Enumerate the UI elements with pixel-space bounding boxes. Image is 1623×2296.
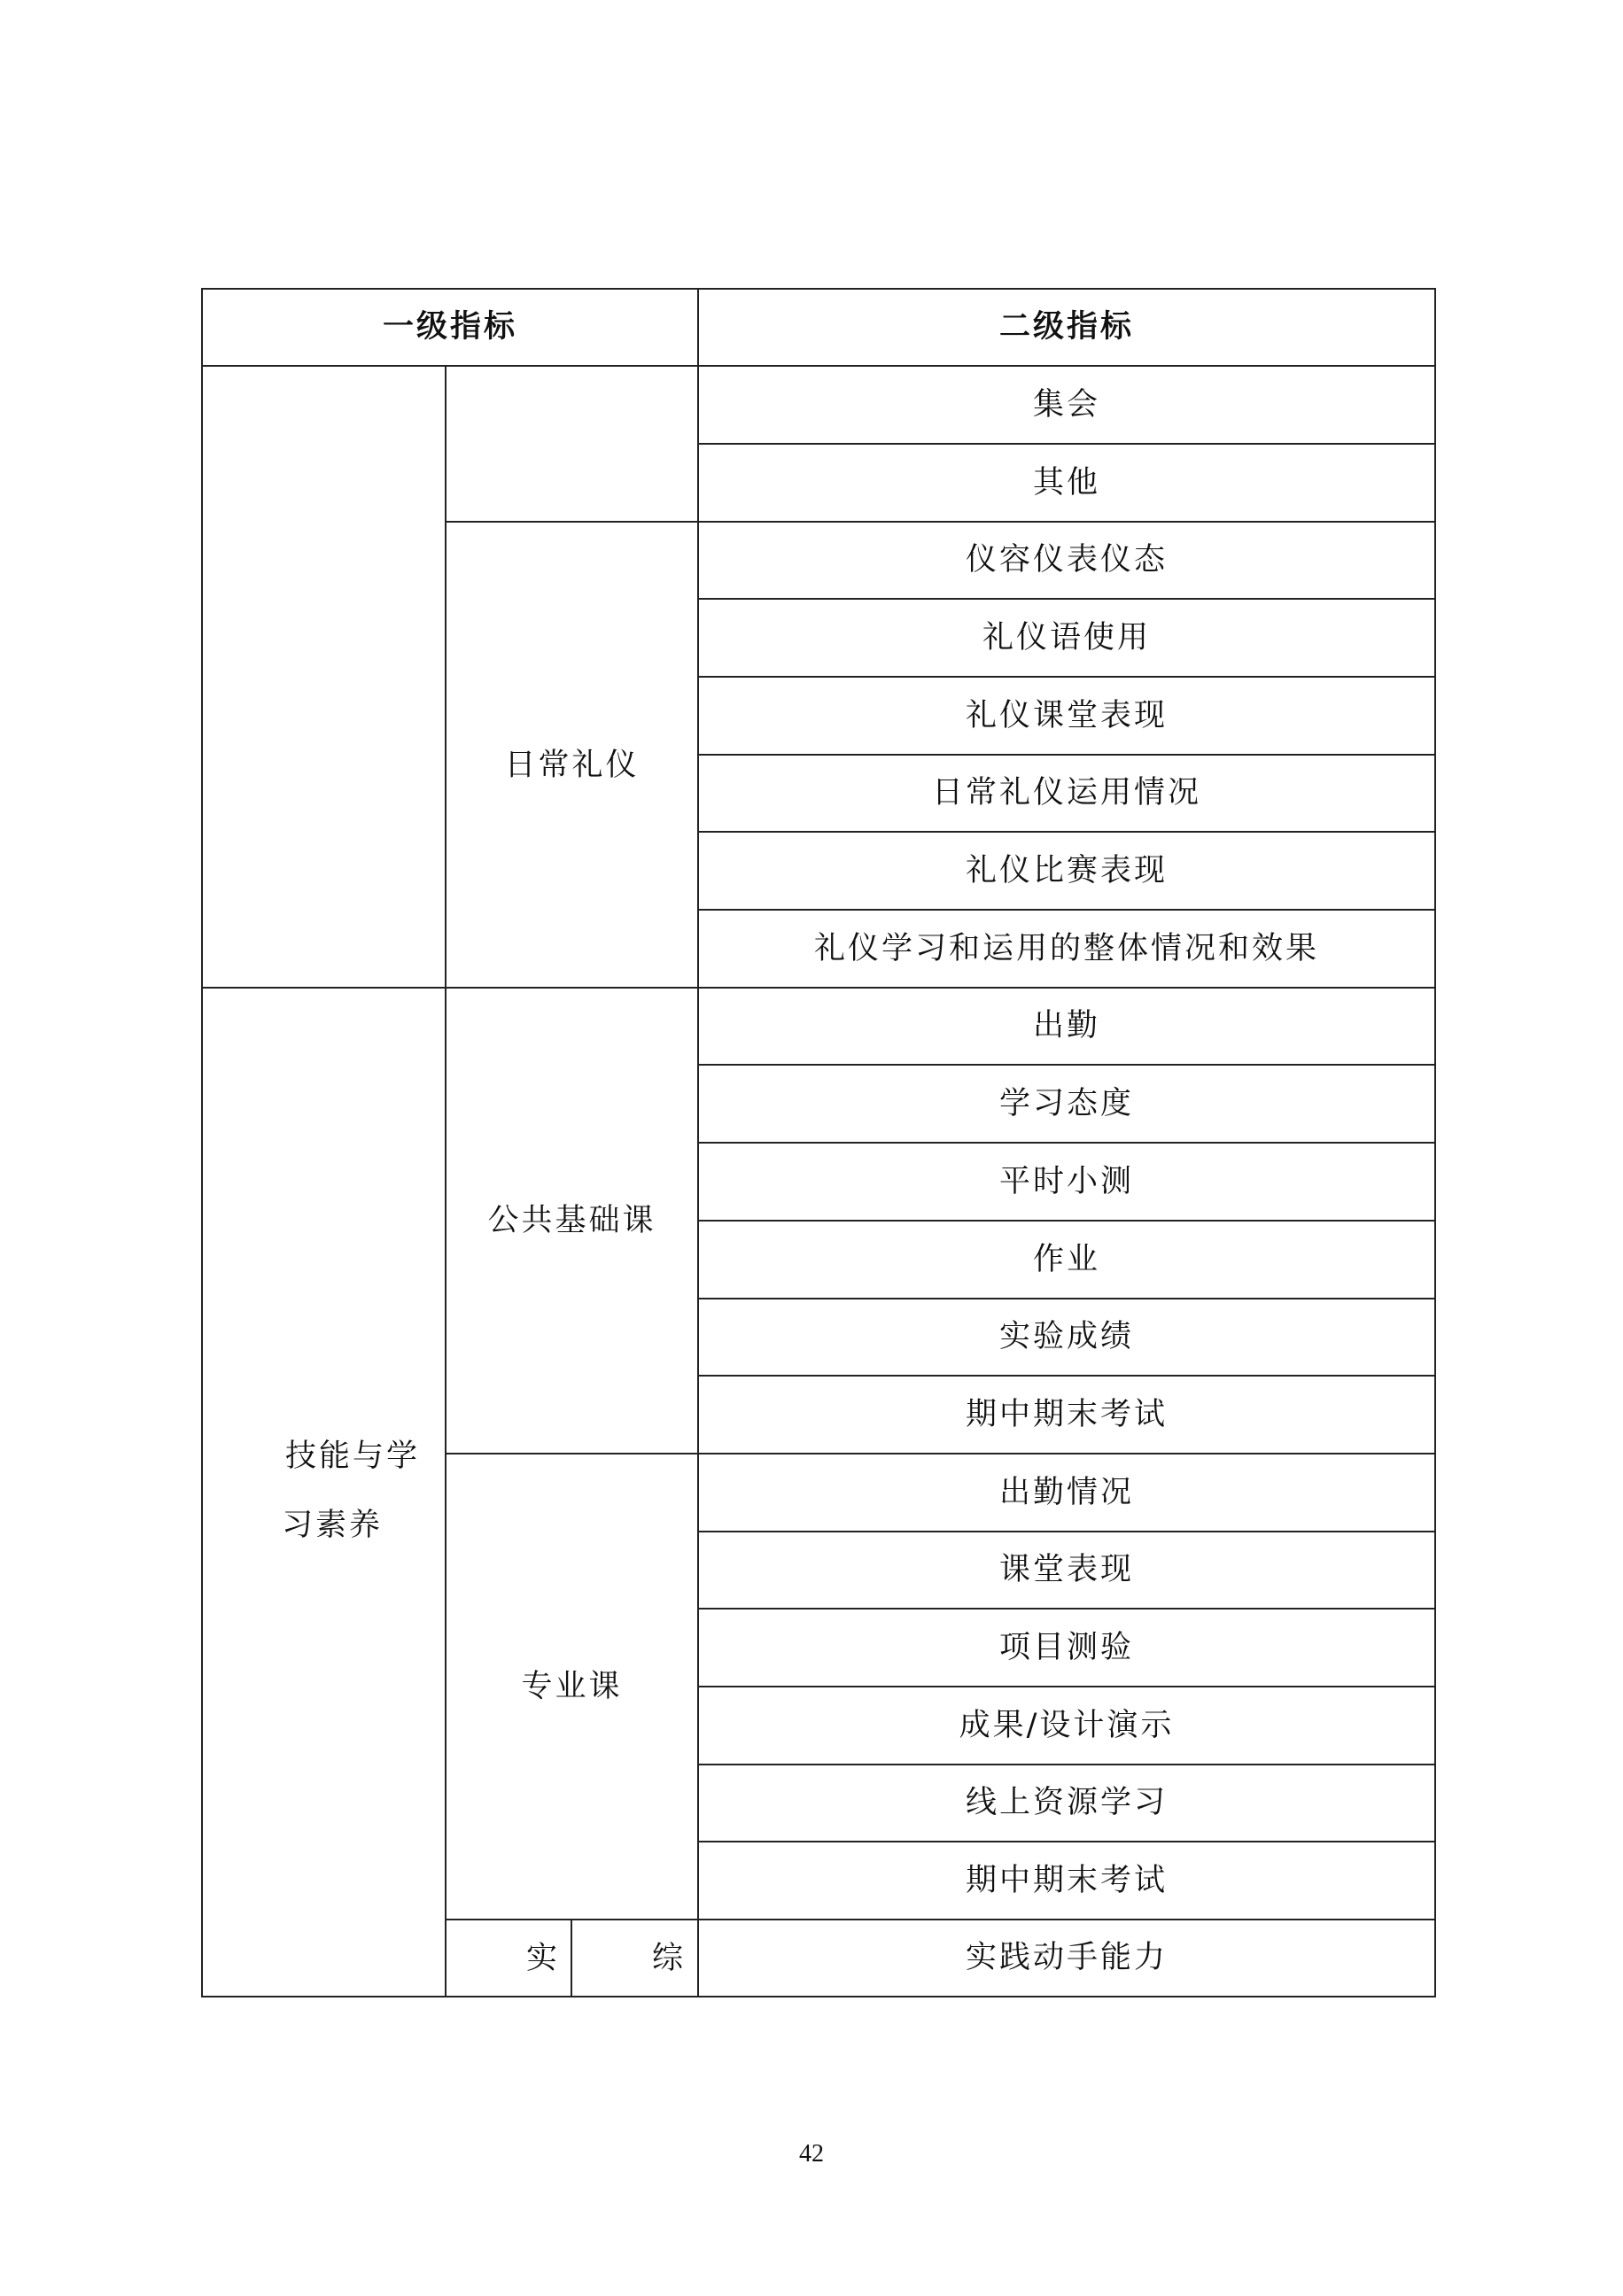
level2-practice-right: 综 <box>651 1940 686 1976</box>
level3-item: 礼仪比赛表现 <box>965 852 1168 888</box>
level3-item: 其他 <box>1032 464 1100 500</box>
level3-item: 平时小测 <box>998 1163 1134 1199</box>
level3-item: 课堂表现 <box>998 1552 1134 1587</box>
level3-item: 学习态度 <box>998 1085 1134 1121</box>
level3-item: 实验成绩 <box>998 1319 1134 1354</box>
level1-skills-line1: 技能与学 <box>285 1438 421 1474</box>
page-number: 42 <box>799 2140 824 2168</box>
level3-item: 出勤 <box>1032 1008 1100 1043</box>
level2-other <box>446 366 698 522</box>
header-level1: 一级指标 <box>382 309 517 345</box>
level3-item: 作业 <box>1032 1241 1100 1277</box>
level3-item: 日常礼仪运用情况 <box>931 775 1201 811</box>
level3-item: 成果/设计演示 <box>959 1707 1175 1743</box>
level3-item: 项目测验 <box>998 1629 1134 1665</box>
level3-item: 集会 <box>1032 386 1100 423</box>
level2-practice-left: 实 <box>525 1940 560 1976</box>
level2-major-course: 专业课 <box>521 1668 623 1704</box>
level3-item: 出勤情况 <box>998 1474 1134 1510</box>
level2-daily-etiquette: 日常礼仪 <box>504 747 640 783</box>
level3-item: 礼仪学习和运用的整体情况和效果 <box>813 930 1319 966</box>
level3-item: 线上资源学习 <box>965 1785 1168 1820</box>
level2-public-basic-course: 公共基础课 <box>487 1202 656 1238</box>
level3-item: 期中期末考试 <box>965 1396 1168 1432</box>
level3-item: 仪容仪表仪态 <box>965 542 1168 578</box>
level1-skills-line2: 习素养 <box>282 1507 384 1543</box>
level3-item: 实践动手能力 <box>965 1940 1168 1975</box>
level3-item: 礼仪课堂表现 <box>965 697 1168 733</box>
level1-cell-a <box>202 366 446 988</box>
level3-item: 期中期末考试 <box>965 1862 1168 1898</box>
level3-item: 礼仪语使用 <box>982 619 1151 655</box>
header-level2: 二级指标 <box>998 309 1134 345</box>
